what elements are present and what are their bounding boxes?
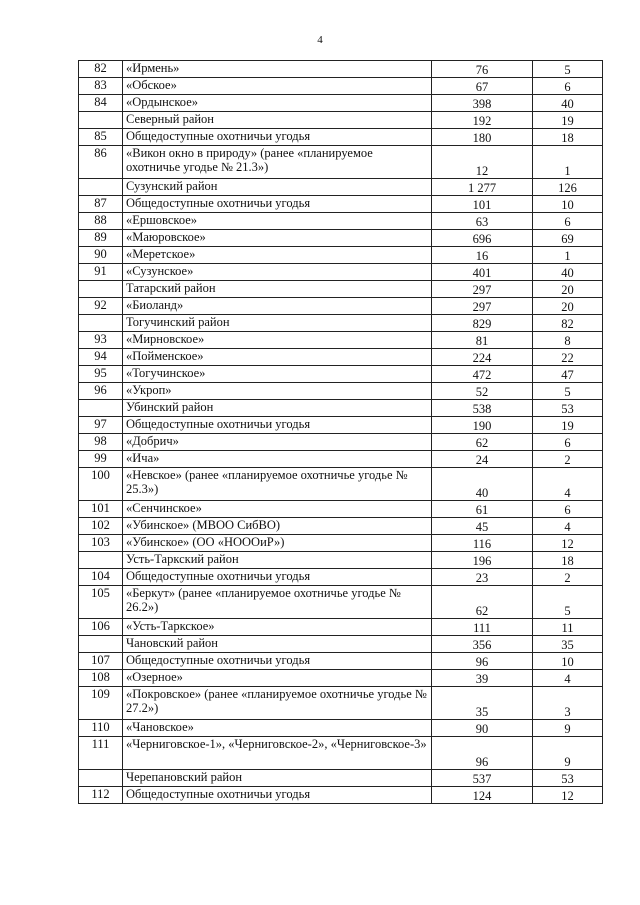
row-quota: 4	[533, 670, 603, 687]
row-area: 96	[432, 653, 533, 670]
table-row	[79, 670, 603, 687]
row-quota: 19	[533, 417, 603, 434]
row-name: Общедоступные охотничьи угодья	[123, 196, 432, 213]
row-quota: 12	[533, 535, 603, 552]
row-name: Усть-Таркский район	[123, 552, 432, 569]
row-name: Сузунский район	[123, 179, 432, 196]
row-number: 83	[79, 78, 123, 95]
row-name: Черепановский район	[123, 770, 432, 787]
row-quota: 18	[533, 129, 603, 146]
row-number: 97	[79, 417, 123, 434]
row-area: 116	[432, 535, 533, 552]
row-name: «Укроп»	[123, 383, 432, 400]
row-quota: 20	[533, 298, 603, 315]
row-quota: 5	[533, 61, 603, 78]
row-area: 12	[432, 146, 533, 179]
table-row	[79, 400, 603, 417]
table-row	[79, 586, 603, 619]
row-area: 111	[432, 619, 533, 636]
table-row	[79, 552, 603, 569]
row-number: 104	[79, 569, 123, 586]
table-row	[79, 366, 603, 383]
row-quota: 6	[533, 78, 603, 95]
table-row	[79, 298, 603, 315]
row-quota: 47	[533, 366, 603, 383]
row-area: 196	[432, 552, 533, 569]
row-name: «Убинское» (ОО «НОООиР»)	[123, 535, 432, 552]
table-row	[79, 619, 603, 636]
row-quota: 4	[533, 518, 603, 535]
row-number	[79, 315, 123, 332]
table-row	[79, 653, 603, 670]
row-number: 101	[79, 501, 123, 518]
row-quota: 53	[533, 400, 603, 417]
row-name: Общедоступные охотничьи угодья	[123, 787, 432, 804]
row-name: «Викон окно в природу» (ранее «планируемое охотничье угодье № 21.3»)	[123, 146, 432, 179]
row-area: 40	[432, 468, 533, 501]
row-quota: 5	[533, 383, 603, 400]
row-area: 829	[432, 315, 533, 332]
row-number: 90	[79, 247, 123, 264]
row-name: Чановский район	[123, 636, 432, 653]
row-name: «Убинское» (МВОО СибВО)	[123, 518, 432, 535]
row-name: «Сенчинское»	[123, 501, 432, 518]
table-row	[79, 247, 603, 264]
table-row	[79, 451, 603, 468]
table-row	[79, 146, 603, 179]
row-area: 398	[432, 95, 533, 112]
row-number: 108	[79, 670, 123, 687]
table-row	[79, 213, 603, 230]
table-row	[79, 264, 603, 281]
row-number	[79, 179, 123, 196]
row-area: 63	[432, 213, 533, 230]
row-number: 95	[79, 366, 123, 383]
row-name: «Усть-Таркское»	[123, 619, 432, 636]
row-name: Тогучинский район	[123, 315, 432, 332]
row-quota: 6	[533, 501, 603, 518]
row-area: 101	[432, 196, 533, 213]
row-quota: 10	[533, 653, 603, 670]
row-area: 297	[432, 281, 533, 298]
row-quota: 9	[533, 737, 603, 770]
row-area: 23	[432, 569, 533, 586]
table-row	[79, 687, 603, 720]
row-name: «Чановское»	[123, 720, 432, 737]
row-name: «Ирмень»	[123, 61, 432, 78]
table-row	[79, 417, 603, 434]
row-area: 96	[432, 737, 533, 770]
row-number	[79, 552, 123, 569]
table-row	[79, 770, 603, 787]
row-quota: 12	[533, 787, 603, 804]
row-name: «Ордынское»	[123, 95, 432, 112]
row-quota: 4	[533, 468, 603, 501]
row-number: 86	[79, 146, 123, 179]
table-row	[79, 61, 603, 78]
row-area: 356	[432, 636, 533, 653]
table-row	[79, 569, 603, 586]
table-row	[79, 112, 603, 129]
row-area: 62	[432, 586, 533, 619]
row-name: Общедоступные охотничьи угодья	[123, 417, 432, 434]
row-quota: 10	[533, 196, 603, 213]
row-quota: 1	[533, 146, 603, 179]
row-area: 76	[432, 61, 533, 78]
row-number: 92	[79, 298, 123, 315]
table-body	[79, 61, 603, 804]
row-area: 67	[432, 78, 533, 95]
row-area: 90	[432, 720, 533, 737]
row-number: 106	[79, 619, 123, 636]
row-name: «Меретское»	[123, 247, 432, 264]
row-quota: 2	[533, 569, 603, 586]
row-area: 224	[432, 349, 533, 366]
row-area: 537	[432, 770, 533, 787]
page-number: 4	[317, 34, 323, 46]
row-number: 87	[79, 196, 123, 213]
row-quota: 40	[533, 95, 603, 112]
row-quota: 5	[533, 586, 603, 619]
row-number: 103	[79, 535, 123, 552]
row-area: 180	[432, 129, 533, 146]
table-row	[79, 230, 603, 247]
row-number: 98	[79, 434, 123, 451]
row-number: 107	[79, 653, 123, 670]
row-quota: 1	[533, 247, 603, 264]
table-row	[79, 535, 603, 552]
row-area: 124	[432, 787, 533, 804]
table-row	[79, 383, 603, 400]
row-quota: 35	[533, 636, 603, 653]
table-row	[79, 501, 603, 518]
row-name: «Черниговское-1», «Черниговское-2», «Черниговское-3»	[123, 737, 432, 770]
row-name: «Обское»	[123, 78, 432, 95]
row-quota: 3	[533, 687, 603, 720]
hunting-grounds-table	[78, 60, 603, 804]
row-number	[79, 400, 123, 417]
row-name: Общедоступные охотничьи угодья	[123, 569, 432, 586]
row-quota: 6	[533, 213, 603, 230]
row-name: «Сузунское»	[123, 264, 432, 281]
row-area: 35	[432, 687, 533, 720]
table-row	[79, 95, 603, 112]
row-number	[79, 636, 123, 653]
row-quota: 82	[533, 315, 603, 332]
row-number: 102	[79, 518, 123, 535]
row-area: 696	[432, 230, 533, 247]
row-area: 297	[432, 298, 533, 315]
table-row	[79, 179, 603, 196]
table-row	[79, 720, 603, 737]
row-name: «Добрич»	[123, 434, 432, 451]
row-name: «Покровское» (ранее «планируемое охотничье угодье № 27.2»)	[123, 687, 432, 720]
row-name: «Тогучинское»	[123, 366, 432, 383]
row-number: 88	[79, 213, 123, 230]
row-name: Татарский район	[123, 281, 432, 298]
table-row	[79, 787, 603, 804]
row-quota: 2	[533, 451, 603, 468]
row-area: 16	[432, 247, 533, 264]
table-row	[79, 196, 603, 213]
table-row	[79, 349, 603, 366]
row-number	[79, 112, 123, 129]
row-area: 1 277	[432, 179, 533, 196]
table-row	[79, 468, 603, 501]
row-number: 96	[79, 383, 123, 400]
row-name: «Беркут» (ранее «планируемое охотничье угодье № 26.2»)	[123, 586, 432, 619]
row-number: 100	[79, 468, 123, 501]
row-name: «Озерное»	[123, 670, 432, 687]
table-row	[79, 129, 603, 146]
row-area: 61	[432, 501, 533, 518]
row-area: 401	[432, 264, 533, 281]
row-name: «Маюровское»	[123, 230, 432, 247]
row-area: 538	[432, 400, 533, 417]
row-name: Северный район	[123, 112, 432, 129]
row-number: 84	[79, 95, 123, 112]
row-number: 93	[79, 332, 123, 349]
row-quota: 20	[533, 281, 603, 298]
row-number: 82	[79, 61, 123, 78]
row-name: «Биоланд»	[123, 298, 432, 315]
table-row	[79, 332, 603, 349]
row-name: «Пойменское»	[123, 349, 432, 366]
row-area: 45	[432, 518, 533, 535]
row-name: «Мирновское»	[123, 332, 432, 349]
row-number: 109	[79, 687, 123, 720]
table-row	[79, 636, 603, 653]
table-row	[79, 518, 603, 535]
row-quota: 8	[533, 332, 603, 349]
row-quota: 9	[533, 720, 603, 737]
table-row	[79, 281, 603, 298]
row-name: «Ершовское»	[123, 213, 432, 230]
row-number	[79, 770, 123, 787]
row-name: «Невское» (ранее «планируемое охотничье угодье № 25.3»)	[123, 468, 432, 501]
row-quota: 11	[533, 619, 603, 636]
row-name: Общедоступные охотничьи угодья	[123, 129, 432, 146]
row-quota: 22	[533, 349, 603, 366]
row-quota: 69	[533, 230, 603, 247]
row-area: 24	[432, 451, 533, 468]
row-number	[79, 281, 123, 298]
row-quota: 40	[533, 264, 603, 281]
row-number: 94	[79, 349, 123, 366]
row-name: Убинский район	[123, 400, 432, 417]
row-area: 190	[432, 417, 533, 434]
row-area: 62	[432, 434, 533, 451]
row-area: 192	[432, 112, 533, 129]
row-number: 85	[79, 129, 123, 146]
row-quota: 126	[533, 179, 603, 196]
row-area: 81	[432, 332, 533, 349]
table-row	[79, 315, 603, 332]
row-number: 89	[79, 230, 123, 247]
row-quota: 6	[533, 434, 603, 451]
table-row	[79, 78, 603, 95]
row-number: 112	[79, 787, 123, 804]
table-row	[79, 434, 603, 451]
row-name: Общедоступные охотничьи угодья	[123, 653, 432, 670]
row-area: 39	[432, 670, 533, 687]
table-row	[79, 737, 603, 770]
row-number: 105	[79, 586, 123, 619]
row-area: 52	[432, 383, 533, 400]
row-area: 472	[432, 366, 533, 383]
row-number: 110	[79, 720, 123, 737]
row-quota: 53	[533, 770, 603, 787]
row-quota: 19	[533, 112, 603, 129]
row-number: 111	[79, 737, 123, 770]
row-name: «Ича»	[123, 451, 432, 468]
row-quota: 18	[533, 552, 603, 569]
row-number: 91	[79, 264, 123, 281]
row-number: 99	[79, 451, 123, 468]
